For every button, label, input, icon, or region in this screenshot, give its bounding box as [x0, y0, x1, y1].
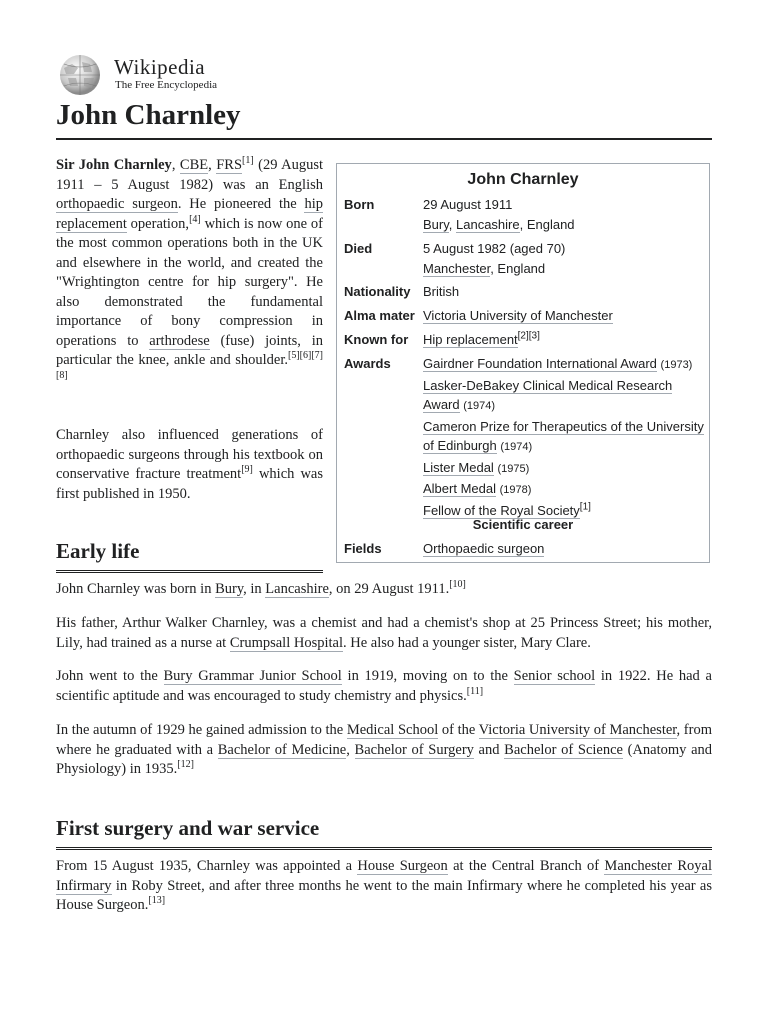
early-life-paragraph-4 — [56, 721, 712, 780]
text: His father, Arthur Walker Charnley, was a chemist and had a chemist's shop at 25 Princess Street; his mother, Lily, had trained as a nurse at — [56, 615, 712, 651]
infobox-label-awards: Awards — [344, 356, 391, 371]
wikipedia-wordmark: Wikipedia — [114, 55, 206, 79]
link-lister-medal[interactable]: Lister Medal — [423, 459, 494, 475]
link-albert-medal[interactable]: Albert Medal — [423, 481, 496, 496]
link-bury[interactable]: Bury — [423, 216, 449, 232]
ref-9[interactable]: [9] — [241, 464, 253, 476]
died-date: 5 August 1982 (aged 70) — [423, 241, 566, 256]
link-cameron-prize[interactable]: Cameron Prize for Therapeutics of the University of Edinburgh — [423, 418, 704, 453]
link-house-surgeon[interactable]: House Surgeon — [357, 858, 448, 874]
link-manchester-royal-infirmary[interactable]: Manchester Royal Infirmary — [56, 858, 712, 894]
infobox-value-died — [423, 239, 707, 278]
link-hip-replacement[interactable]: hip replacement — [56, 196, 323, 232]
intro-text-2: . He pioneered the — [177, 196, 305, 212]
infobox-subheader-scientific-career: Scientific career — [472, 517, 574, 532]
wikipedia-globe-icon — [56, 54, 104, 96]
section-heading-first-surgery: First surgery and war service — [56, 814, 712, 850]
infobox-label-fields: Fields — [344, 541, 382, 556]
intro2-text-1: Charnley also influenced generations of orthopaedic surgeons through his textbook on conservative fracture treatment — [56, 427, 323, 482]
link-orthopaedic-surgeon-infobox[interactable]: Orthopaedic surgeon — [423, 541, 545, 556]
intro-text-5: (fuse) joints, in particular the knee, ankle and shoulder. — [56, 332, 323, 368]
died-country: , England — [490, 260, 546, 276]
ref-1[interactable]: [1] — [242, 155, 254, 167]
text: at the Central Branch of — [447, 858, 605, 874]
section-heading-early-life: Early life — [56, 537, 323, 573]
first-surgery-paragraph-1 — [56, 857, 712, 916]
infobox-label-nationality: Nationality — [344, 284, 411, 299]
infobox-value-nationality: British — [423, 284, 460, 299]
early-life-paragraph-2 — [56, 614, 712, 653]
text: in Roby Street, and after three months he went to the main Infirmary where he completed his year as House Surgeon. — [56, 877, 712, 913]
infobox-value-fields — [423, 539, 707, 559]
wikipedia-tagline: The Free Encyclopedia — [115, 79, 218, 91]
link-victoria-university[interactable]: Victoria University of Manchester — [423, 308, 613, 323]
award-item — [423, 458, 707, 480]
link-manchester[interactable]: Manchester — [423, 260, 491, 276]
refs-5-8[interactable]: [5][6][7][8] — [56, 350, 323, 381]
page-title: John Charnley — [56, 96, 712, 140]
text: , — [346, 741, 355, 758]
infobox-value-awards — [423, 354, 707, 520]
link-bachelor-of-science[interactable]: Bachelor of Science — [504, 741, 623, 758]
link-senior-school[interactable]: Senior school — [513, 668, 596, 684]
infobox-value-known-for — [423, 330, 707, 350]
ref-12[interactable]: [12] — [177, 759, 194, 771]
link-hip-replacement-infobox[interactable]: Hip replacement — [423, 332, 518, 347]
text: . He also had a younger sister, Mary Clare. — [343, 634, 591, 651]
award-year: (1974) — [463, 400, 496, 412]
infobox-label-died: Died — [344, 241, 373, 256]
subject-name: Sir John Charnley — [56, 157, 172, 173]
infobox-label-born: Born — [344, 197, 375, 212]
text: In the autumn of 1929 he gained admission to the — [56, 722, 347, 738]
link-bachelor-of-medicine[interactable]: Bachelor of Medicine — [217, 741, 347, 758]
award-item — [423, 354, 707, 376]
ref-13[interactable]: [13] — [148, 895, 166, 907]
link-bachelor-of-surgery[interactable]: Bachelor of Surgery — [354, 741, 474, 758]
award-item — [423, 417, 707, 458]
link-lasker-award[interactable]: Lasker-DeBakey Clinical Medical Research Award — [423, 377, 673, 412]
infobox — [336, 163, 710, 563]
intro-text-3: operation, — [126, 215, 190, 232]
award-item — [423, 376, 707, 417]
award-item — [423, 479, 707, 501]
early-life-paragraph-1 — [56, 580, 712, 600]
text: , on 29 August 1911. — [328, 581, 450, 597]
link-crumpsall-hospital[interactable]: Crumpsall Hospital — [229, 634, 343, 651]
text: (Anatomy and Physiology) in 1935. — [56, 741, 713, 777]
award-year: (1978) — [499, 484, 532, 496]
text: in 1922. He had a scientific aptitude and was encouraged to study chemistry and physics. — [56, 668, 712, 704]
intro-text-1: (29 August 1911 – 5 August 1982) was an English — [56, 157, 324, 193]
link-bury-text[interactable]: Bury — [215, 581, 244, 597]
text: , from where he graduated with a — [56, 722, 712, 758]
link-cbe[interactable]: CBE — [179, 157, 209, 173]
intro2-text-2: which was first published in 1950. — [56, 466, 323, 502]
born-country: , England — [519, 216, 575, 232]
intro-text-4: which is now one of the most common operations both in the UK and elsewhere in the world, and created the "Wrightington centre for hip surgery". He also demonstrated the fundamental importance of bony compression in operations to — [56, 215, 323, 349]
born-date: 29 August 1911 — [423, 197, 513, 212]
award-year: (1973) — [660, 359, 693, 371]
infobox-label-known-for: Known for — [344, 332, 409, 347]
text: , in — [243, 581, 266, 597]
link-gairdner-award[interactable]: Gairdner Foundation International Award — [423, 356, 657, 371]
link-lancashire-text[interactable]: Lancashire — [265, 581, 329, 597]
intro-paragraph-1: Sir John Charnley, CBE, FRS[1] (29 August 1911 – 5 August 1982) was an English orthopaedic surgeon. He pioneered the hip replacement operation,[4] which is now one of the most common operations both in the UK and elsewhere in the world, and created the "Wrightington centre for hip surgery". He also demonstrated the fundamental importance of bony compression in operations to arthrodese (fuse) joints, in particular the knee, ankle and shoulder.[5][6][7][8] — [56, 155, 324, 381]
ref-4[interactable]: [4] — [189, 213, 201, 225]
infobox-title: John Charnley — [467, 171, 579, 188]
text: John went to the — [56, 668, 164, 684]
ref-1-infobox[interactable]: [1] — [579, 501, 591, 513]
link-fellow-royal-society[interactable]: Fellow of the Royal Society — [423, 502, 580, 518]
link-victoria-university-text[interactable]: Victoria University of Manchester — [478, 722, 677, 738]
refs-2-3[interactable]: [2][3] — [517, 330, 540, 342]
infobox-value-alma-mater — [423, 306, 707, 326]
ref-10[interactable]: [10] — [449, 579, 466, 591]
text: John Charnley was born in — [56, 581, 216, 597]
link-bury-grammar-junior-school[interactable]: Bury Grammar Junior School — [163, 668, 342, 684]
infobox-label-alma-mater: Alma mater — [344, 308, 415, 323]
text: in 1919, moving on to the — [341, 668, 514, 684]
link-medical-school[interactable]: Medical School — [346, 722, 439, 738]
link-orthopaedic-surgeon[interactable]: orthopaedic surgeon — [56, 196, 178, 212]
award-year: (1975) — [497, 462, 530, 475]
link-lancashire[interactable]: Lancashire — [456, 216, 520, 232]
award-year: (1974) — [500, 441, 533, 453]
infobox-value-born: 29 August 1911 Bury, Lancashire, England — [423, 197, 575, 232]
intro-paragraph-2 — [56, 426, 323, 504]
ref-11[interactable]: [11] — [466, 685, 484, 697]
early-life-paragraph-3 — [56, 667, 712, 706]
text: of the — [438, 722, 479, 738]
text: From 15 August 1935, Charnley was appointed a — [56, 858, 358, 874]
link-frs[interactable]: FRS — [216, 157, 243, 173]
text: and — [473, 741, 505, 758]
link-arthrodese[interactable]: arthrodese — [149, 332, 210, 349]
